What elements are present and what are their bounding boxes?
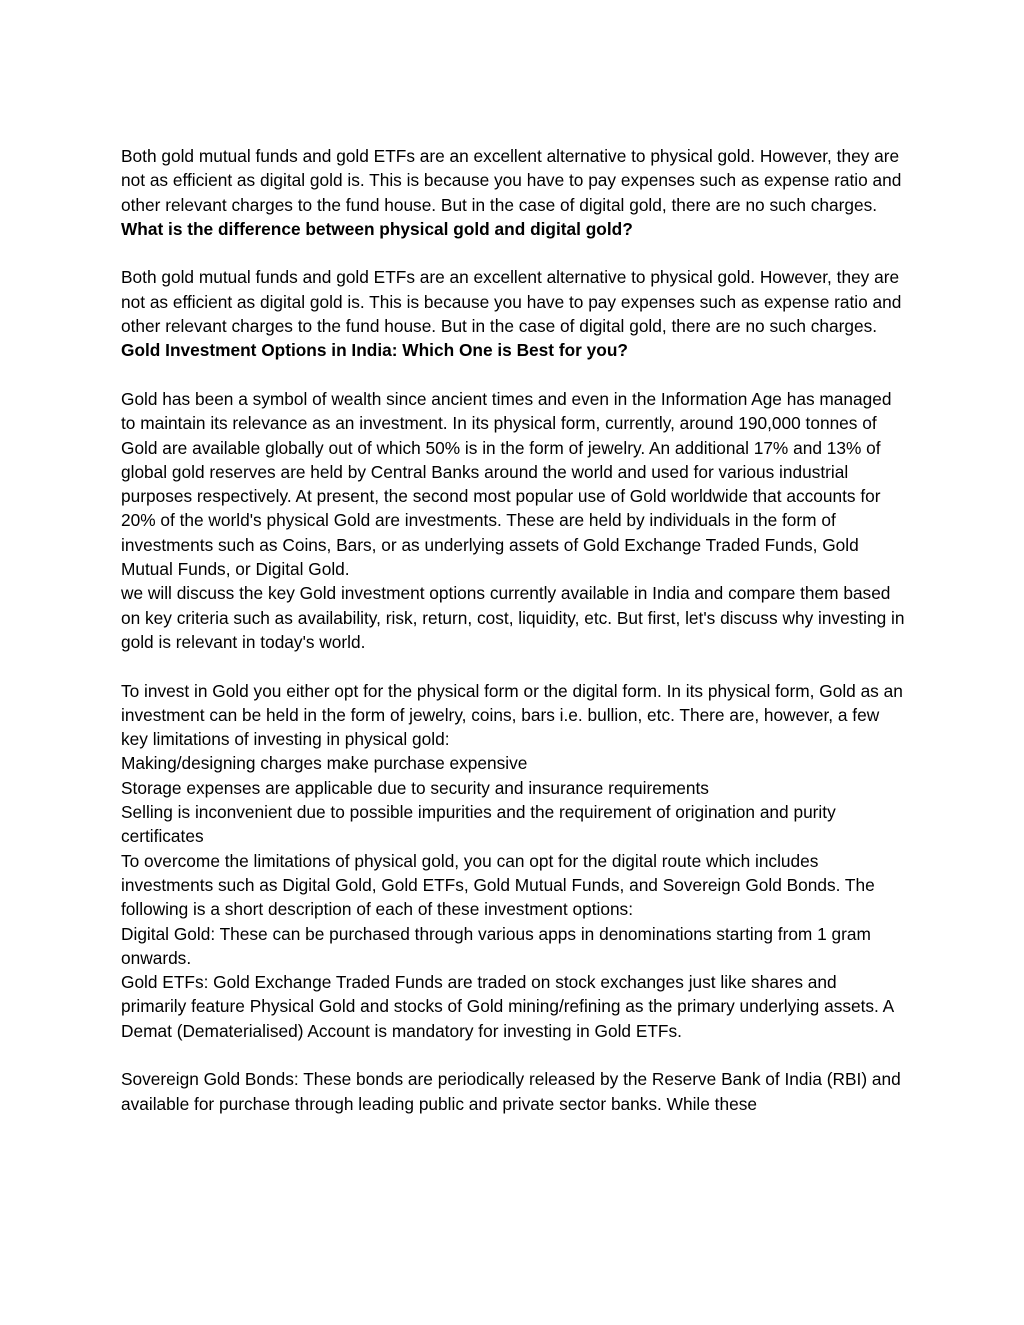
limitation-selling: Selling is inconvenient due to possible impurities and the requirement of origination and purity certificates [121,802,836,847]
paragraph-discussion: we will discuss the key Gold investment options currently available in India and compare them based on key criteria such as availability, risk, return, cost, liquidity, etc. But first, let's discuss why investing in gold is relevant in today's world. [121,583,905,652]
limitation-making-charges: Making/designing charges make purchase expensive [121,753,528,774]
heading-physical-vs-digital: What is the difference between physical gold and digital gold? [121,218,633,239]
paragraph-comparison: Both gold mutual funds and gold ETFs are an excellent alternative to physical gold. However, they are not as efficient as digital gold is. This is because you have to pay expenses such as expense ratio and other relevant charges to the fund house. But in the case of digital gold, there are no such charges. [121,267,902,337]
spacer [121,363,906,387]
paragraph-digital-route: To overcome the limitations of physical gold, you can opt for the digital route which includes investments such as Digital Gold, Gold ETFs, Gold Mutual Funds, and Sovereign Gold Bonds. The following is a short description of each of these investment options: [121,850,875,920]
heading-investment-options: Gold Investment Options in India: Which One is Best for you? [121,340,628,361]
spacer [121,1043,906,1067]
spacer [121,241,906,265]
option-sovereign-gold-bonds: Sovereign Gold Bonds: These bonds are periodically released by the Reserve Bank of India (RBI) and available for purchase through leading public and private sector banks. While these [121,1069,901,1114]
limitation-storage: Storage expenses are applicable due to security and insurance requirements [121,777,709,798]
option-digital-gold: Digital Gold: These can be purchased through various apps in denominations starting from 1 gram onwards. [121,923,871,968]
spacer [121,654,906,678]
option-gold-etfs: Gold ETFs: Gold Exchange Traded Funds are traded on stock exchanges just like shares and primarily feature Physical Gold and stocks of Gold mining/refining as the primary underlying assets. A Demat (Dematerialised) Account is mandatory for investing in Gold ETFs. [121,972,894,1041]
paragraph-intro: Both gold mutual funds and gold ETFs are an excellent alternative to physical gold. However, they are not as efficient as digital gold is. This is because you have to pay expenses such as expense ratio and other relevant charges to the fund house. But in the case of digital gold, there are no such charges. [121,146,902,215]
paragraph-gold-history: Gold has been a symbol of wealth since ancient times and even in the Information Age has managed to maintain its relevance as an investment. In its physical form, currently, around 190,000 tonnes of Gold are available globally out of which 50% is in the form of jewelry. An additional 17% and 13% of global gold reserves are held by Central Banks around the world and used for various industrial purposes respectively. At present, the second most popular use of Gold worldwide that accounts for 20% of the world's physical Gold are investments. These are held by individuals in the form of investments such as Coins, Bars, or as underlying assets of Gold Exchange Traded Funds, Gold Mutual Funds, or Digital Gold. [121,388,892,580]
paragraph-physical-form: To invest in Gold you either opt for the physical form or the digital form. In its physical form, Gold as an investment can be held in the form of jewelry, coins, bars i.e. bullion, etc. There are, however, a few key limitations of investing in physical gold: [121,680,903,750]
document-page [121,144,906,1116]
